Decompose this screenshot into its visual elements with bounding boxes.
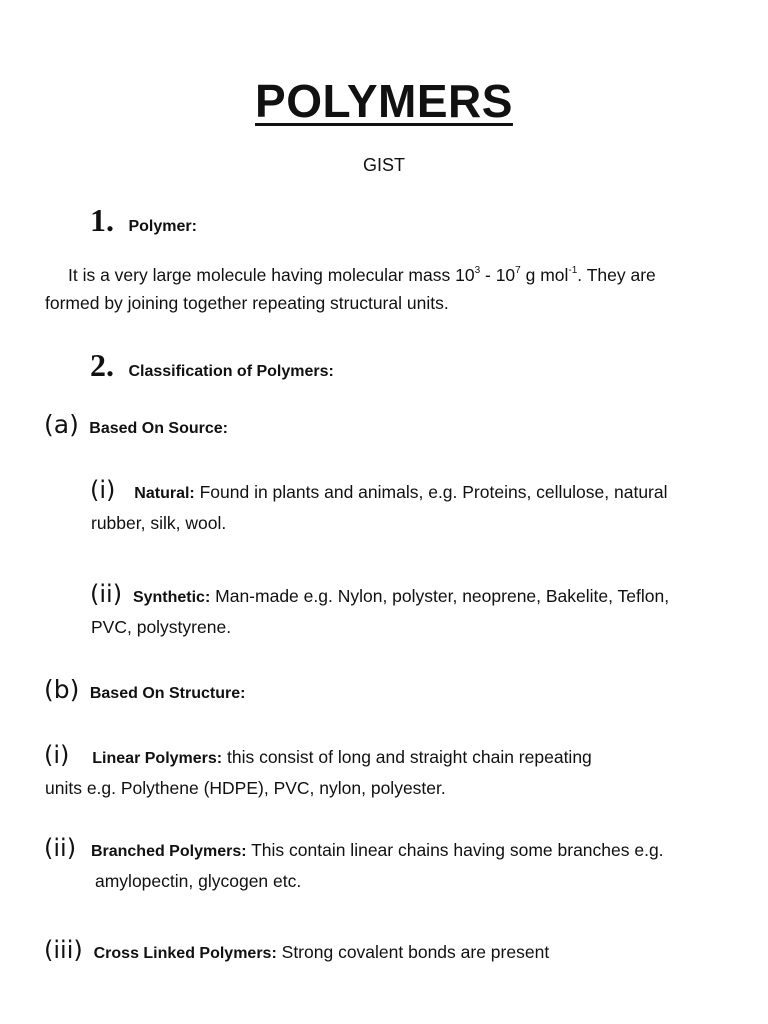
page-subtitle: GIST: [362, 155, 405, 175]
part-a-item-2-line-1: [90, 578, 669, 614]
section-2-number: 2.: [90, 347, 114, 383]
section-2-title: Classification of Polymers:: [128, 363, 334, 380]
page-title: [0, 74, 768, 128]
part-b-item-2-line-2: amylopectin, glycogen etc.: [95, 871, 302, 891]
part-b-item-3-text: Strong covalent bonds are present: [276, 942, 550, 962]
text-fragment: g mol: [520, 265, 569, 285]
part-b-item-3-line-1: [44, 934, 549, 970]
superscript: 3: [474, 265, 481, 276]
part-a-title: Based On Source:: [89, 420, 228, 437]
part-b-title: Based On Structure:: [89, 685, 246, 702]
part-a-item-2-term: Synthetic:: [132, 589, 211, 606]
part-a-item-1-text: Found in plants and animals, e.g. Proteins, cellulose, natural: [194, 482, 668, 502]
part-b-item-2-line-1: [44, 832, 664, 868]
part-b-marker: (b): [44, 675, 80, 704]
section-1-line-2: formed by joining together repeating structural units.: [45, 293, 449, 313]
superscript: -1: [568, 265, 578, 276]
text-fragment: . They are: [577, 265, 656, 285]
section-1-heading: [90, 202, 197, 239]
section-2-heading: [90, 347, 334, 384]
part-b-item-2-term: Branched Polymers:: [90, 843, 247, 860]
part-b-item-2-text: This contain linear chains having some branches e.g.: [246, 840, 664, 860]
text-fragment: It is a very large molecule having molecular mass 10: [68, 265, 475, 285]
part-b-item-1-line-2: units e.g. Polythene (HDPE), PVC, nylon, polyester.: [45, 778, 446, 798]
superscript: 7: [515, 265, 521, 276]
part-a-item-2-text: Man-made e.g. Nylon, polyster, neoprene, Bakelite, Teflon,: [210, 586, 670, 606]
text-fragment: - 10: [480, 265, 516, 285]
page-title-text: POLYMERS: [255, 75, 513, 127]
part-a-item-1-term: Natural:: [134, 485, 195, 502]
part-a-item-1-line-1: [90, 474, 668, 510]
part-b-item-1-term: Linear Polymers:: [92, 750, 223, 767]
part-a-heading: [44, 410, 228, 439]
section-1-number: 1.: [90, 202, 114, 238]
part-b-item-2-marker: (ii): [44, 834, 77, 862]
section-1-line-1: [68, 255, 656, 291]
part-b-item-1-marker: (i): [44, 741, 70, 769]
part-a-marker: (a): [44, 410, 79, 439]
part-a-item-2-line-2: PVC, polystyrene.: [91, 617, 232, 637]
part-b-item-3-term: Cross Linked Polymers:: [93, 945, 277, 962]
section-1-title: Polymer:: [128, 218, 197, 235]
part-b-item-3-marker: (iii): [44, 936, 83, 964]
part-a-item-2-marker: (ii): [90, 580, 123, 608]
part-a-item-1-marker: (i): [90, 476, 116, 504]
part-b-item-1-line-1: [44, 739, 592, 775]
part-b-heading: [44, 675, 245, 704]
part-b-item-1-text: this consist of long and straight chain repeating: [222, 747, 592, 767]
part-a-item-1-line-2: rubber, silk, wool.: [91, 513, 227, 533]
